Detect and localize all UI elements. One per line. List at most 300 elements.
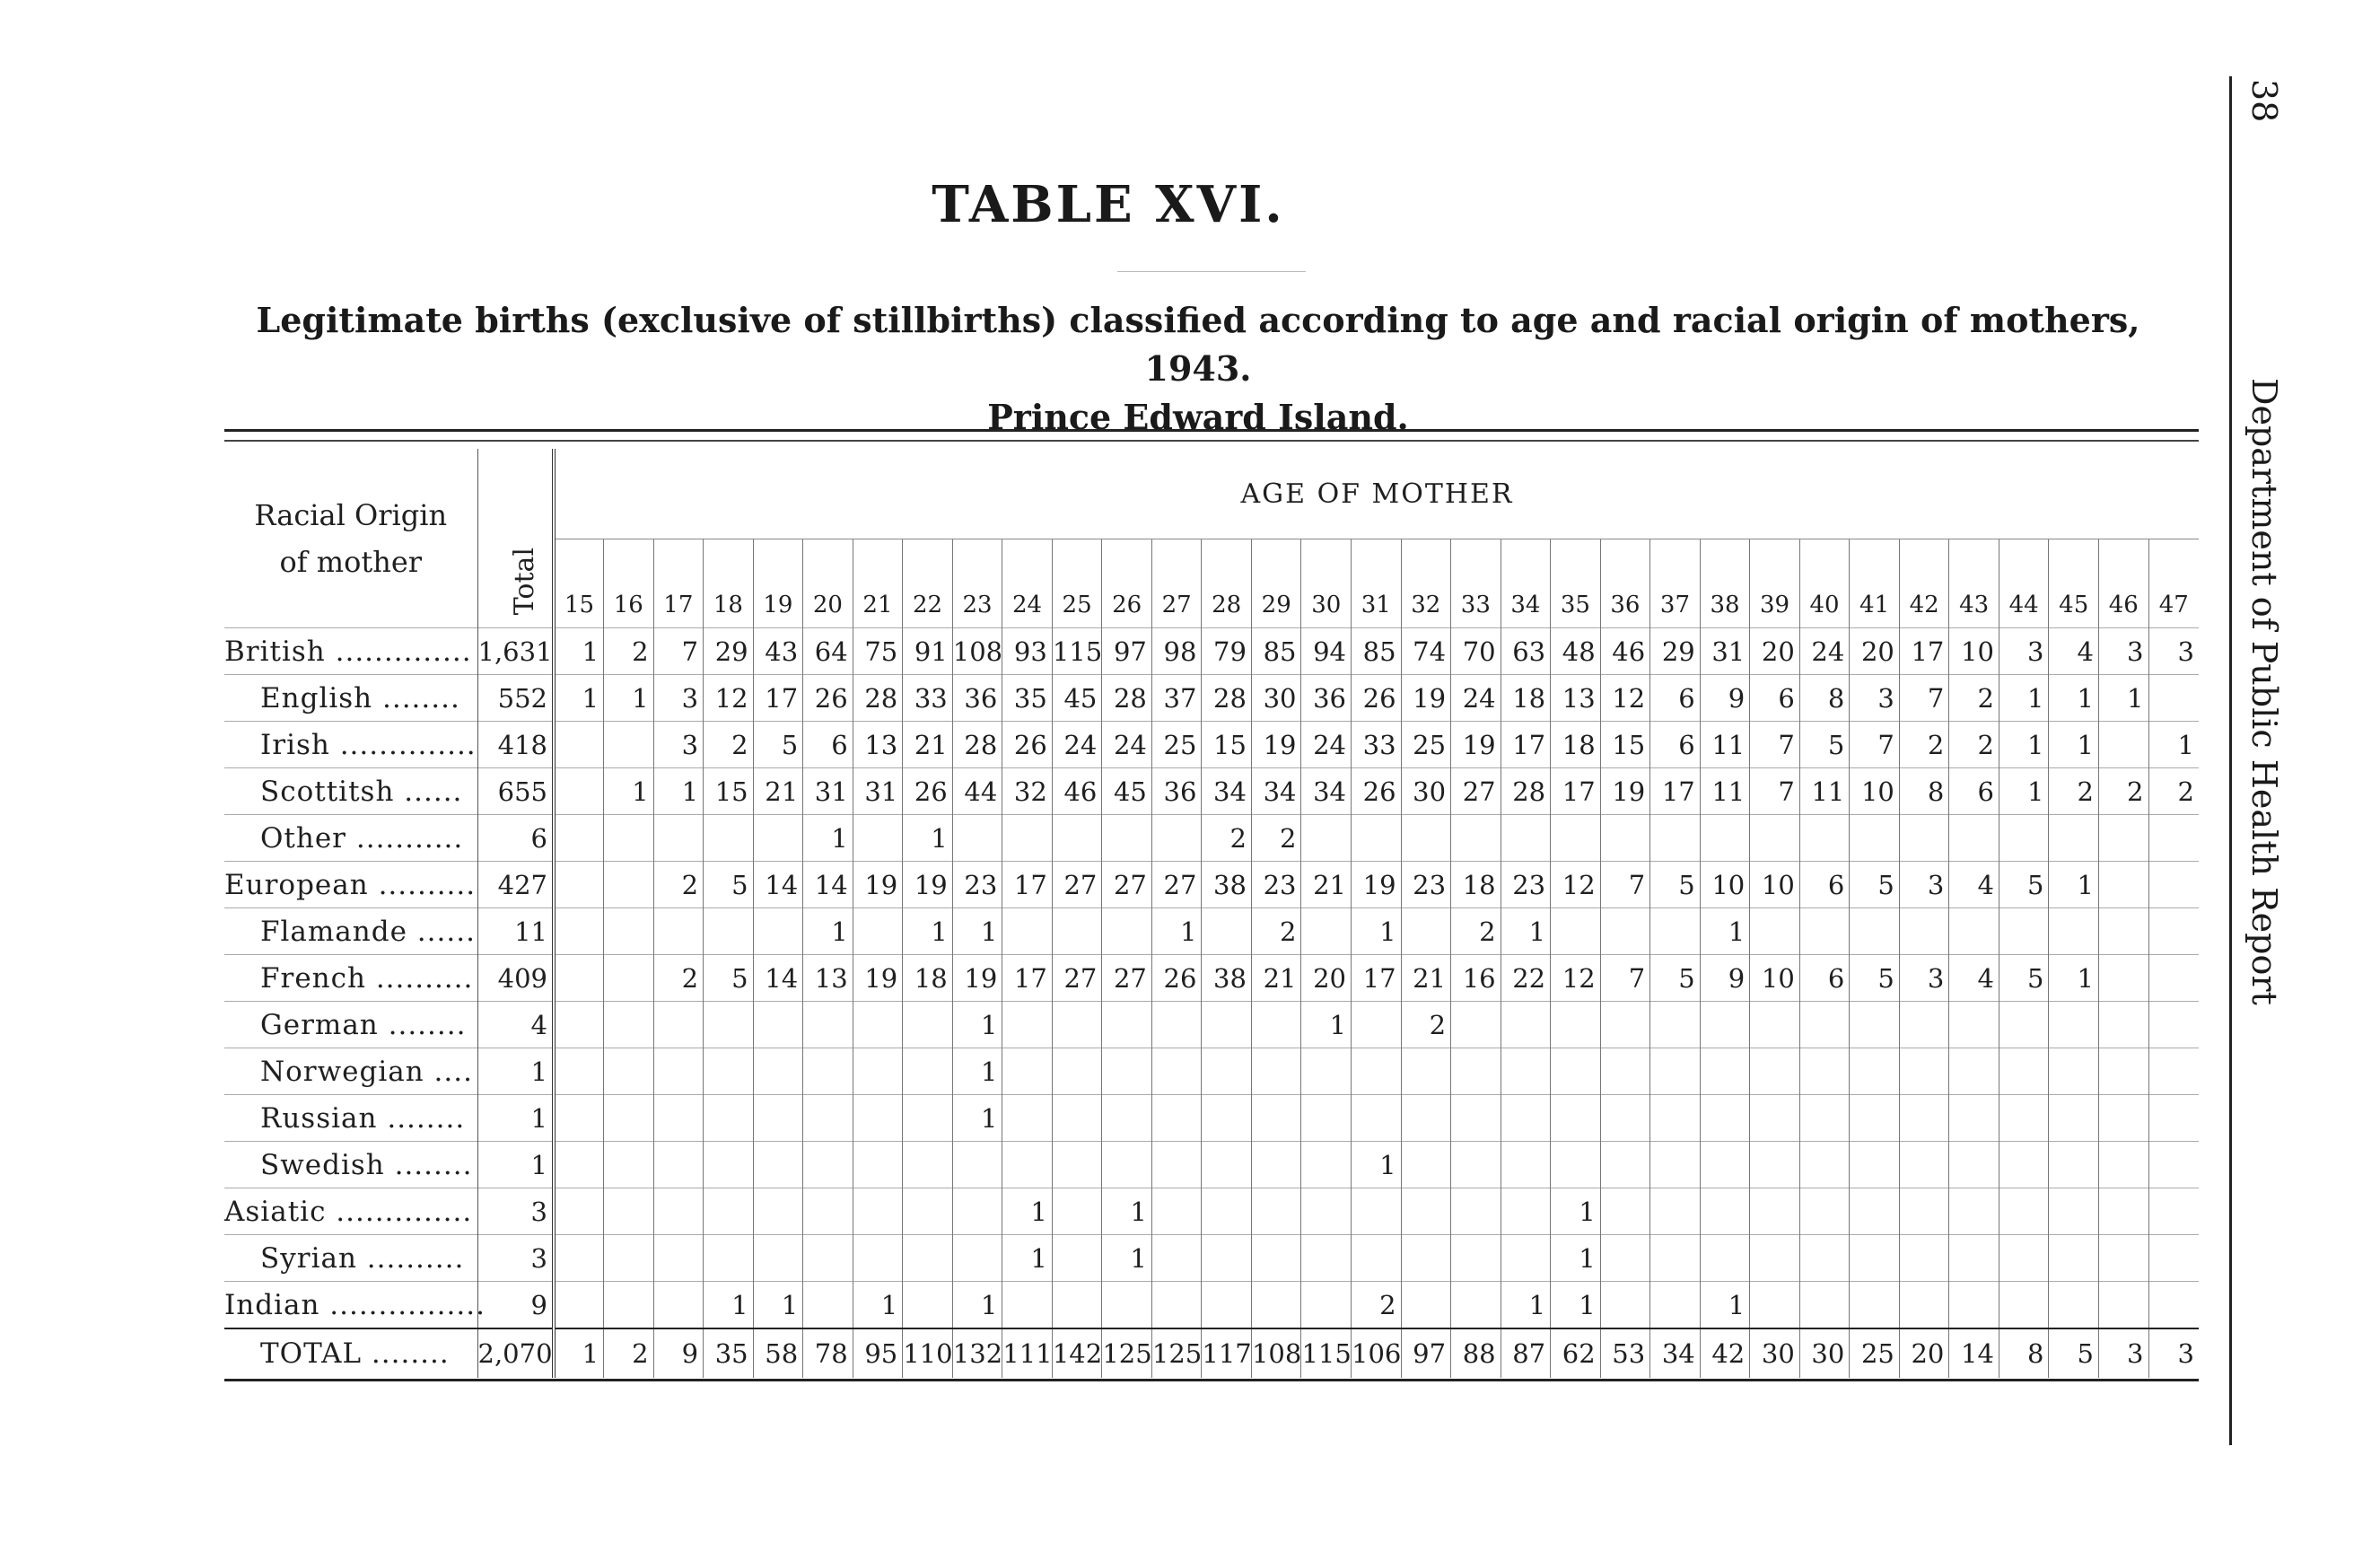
total-cell: 2,070 xyxy=(477,1328,554,1378)
age-count-cell xyxy=(1650,1235,1701,1282)
age-count-cell xyxy=(1899,1235,1949,1282)
age-count-cell: 110 xyxy=(903,1328,953,1378)
age-count-cell xyxy=(604,1095,654,1142)
age-count-cell xyxy=(1501,1235,1551,1282)
age-count-cell: 20 xyxy=(1301,955,1352,1002)
age-count-cell xyxy=(1850,908,1900,955)
age-count-cell: 7 xyxy=(653,628,704,675)
racial-origin-label: German ........ xyxy=(224,1002,477,1048)
age-count-cell xyxy=(1401,1048,1451,1095)
age-count-cell xyxy=(1600,1002,1650,1048)
age-count-cell: 21 xyxy=(903,722,953,768)
age-count-cell xyxy=(1451,1188,1501,1235)
age-count-cell: 35 xyxy=(704,1328,754,1378)
caption-line-2: Prince Edward Island. xyxy=(987,397,1409,437)
age-count-cell: 5 xyxy=(1650,862,1701,908)
age-count-cell: 19 xyxy=(853,862,903,908)
age-count-cell xyxy=(903,1095,953,1142)
age-count-cell: 98 xyxy=(1151,628,1202,675)
age-count-cell: 3 xyxy=(1899,862,1949,908)
running-header xyxy=(2217,79,2284,1120)
racial-origin-label: Flamande ...... xyxy=(224,908,477,955)
age-count-cell xyxy=(1750,1048,1800,1095)
age-column-header: 42 xyxy=(1899,539,1949,628)
age-count-cell: 1 xyxy=(952,1048,1002,1095)
age-column-header: 41 xyxy=(1850,539,1900,628)
total-cell: 9 xyxy=(477,1282,554,1329)
age-count-cell xyxy=(1999,1048,2049,1095)
age-count-cell xyxy=(2098,1235,2148,1282)
table-row xyxy=(224,628,2199,675)
age-count-cell xyxy=(1650,1002,1701,1048)
age-count-cell: 1 xyxy=(1352,908,1402,955)
age-count-cell xyxy=(1401,1095,1451,1142)
age-count-cell: 10 xyxy=(1850,768,1900,815)
age-count-cell xyxy=(653,1048,704,1095)
age-count-cell xyxy=(2049,1048,2099,1095)
racial-origin-label: French .......... xyxy=(224,955,477,1002)
age-count-cell: 2 xyxy=(653,862,704,908)
age-count-cell: 6 xyxy=(803,722,853,768)
table-row xyxy=(224,862,2199,908)
age-of-mother-header: AGE OF MOTHER xyxy=(554,449,2199,539)
age-count-cell: 2 xyxy=(653,955,704,1002)
age-count-cell: 46 xyxy=(1052,768,1102,815)
age-count-cell: 26 xyxy=(903,768,953,815)
racial-origin-header-line-1: Racial Origin xyxy=(254,497,448,532)
total-cell: 1,631 xyxy=(477,628,554,675)
age-count-cell xyxy=(2098,815,2148,862)
age-count-cell: 6 xyxy=(1799,862,1850,908)
age-count-cell: 2 xyxy=(2098,768,2148,815)
age-count-cell: 2 xyxy=(1451,908,1501,955)
age-count-cell: 10 xyxy=(1700,862,1750,908)
age-count-cell: 17 xyxy=(1002,955,1053,1002)
table-row xyxy=(224,1282,2199,1329)
age-count-cell xyxy=(1949,1048,1999,1095)
age-count-cell xyxy=(1102,1048,1152,1095)
age-count-cell xyxy=(1899,908,1949,955)
age-count-cell xyxy=(1301,1142,1352,1188)
age-count-cell xyxy=(853,815,903,862)
age-count-cell xyxy=(704,1002,754,1048)
age-count-cell xyxy=(604,722,654,768)
age-count-cell: 6 xyxy=(1949,768,1999,815)
age-count-cell: 58 xyxy=(753,1328,803,1378)
age-count-cell xyxy=(1002,1142,1053,1188)
age-count-cell xyxy=(753,908,803,955)
age-count-cell xyxy=(2148,955,2199,1002)
age-count-cell: 95 xyxy=(853,1328,903,1378)
total-cell: 6 xyxy=(477,815,554,862)
table-row xyxy=(224,722,2199,768)
age-count-cell: 2 xyxy=(1899,722,1949,768)
age-count-cell: 3 xyxy=(653,675,704,722)
age-count-cell: 79 xyxy=(1202,628,1252,675)
age-count-cell xyxy=(1451,1048,1501,1095)
age-count-cell xyxy=(1151,1095,1202,1142)
age-count-cell xyxy=(1799,1282,1850,1329)
age-count-cell xyxy=(1151,1048,1202,1095)
age-count-cell: 33 xyxy=(1352,722,1402,768)
age-count-cell xyxy=(1949,1142,1999,1188)
age-count-cell xyxy=(704,815,754,862)
age-count-cell xyxy=(653,1235,704,1282)
age-count-cell xyxy=(903,1235,953,1282)
age-count-cell xyxy=(554,1095,604,1142)
age-count-cell: 1 xyxy=(554,675,604,722)
age-count-cell xyxy=(1501,1048,1551,1095)
table-bottom-rule xyxy=(224,1379,2199,1381)
age-count-cell xyxy=(1750,908,1800,955)
age-count-cell xyxy=(1850,1048,1900,1095)
age-count-cell xyxy=(1352,1002,1402,1048)
age-count-cell xyxy=(1352,1095,1402,1142)
racial-origin-label: Swedish ........ xyxy=(224,1142,477,1188)
births-table xyxy=(224,449,2199,1378)
age-count-cell: 2 xyxy=(1949,722,1999,768)
age-column-header: 17 xyxy=(653,539,704,628)
total-cell: 552 xyxy=(477,675,554,722)
age-count-cell: 5 xyxy=(1999,955,2049,1002)
age-count-cell: 21 xyxy=(1251,955,1301,1002)
age-count-cell xyxy=(1102,1095,1152,1142)
age-count-cell xyxy=(1202,1235,1252,1282)
age-count-cell xyxy=(1700,1142,1750,1188)
age-count-cell: 18 xyxy=(1551,722,1601,768)
age-count-cell xyxy=(853,1142,903,1188)
table-row xyxy=(224,1048,2199,1095)
age-count-cell: 14 xyxy=(753,955,803,1002)
age-count-cell: 5 xyxy=(1850,955,1900,1002)
table-row xyxy=(224,1235,2199,1282)
total-cell: 418 xyxy=(477,722,554,768)
age-count-cell xyxy=(803,1142,853,1188)
age-count-cell xyxy=(1301,815,1352,862)
age-count-cell xyxy=(1052,908,1102,955)
age-count-cell xyxy=(704,908,754,955)
age-count-cell xyxy=(1700,1235,1750,1282)
age-count-cell xyxy=(2098,1095,2148,1142)
age-count-cell xyxy=(1251,1188,1301,1235)
age-count-cell xyxy=(803,1095,853,1142)
age-count-cell xyxy=(1202,908,1252,955)
age-count-cell: 2 xyxy=(1949,675,1999,722)
age-count-cell: 45 xyxy=(1102,768,1152,815)
age-column-header: 26 xyxy=(1102,539,1152,628)
age-count-cell xyxy=(2098,722,2148,768)
age-count-cell xyxy=(1850,1142,1900,1188)
age-count-cell xyxy=(1650,1142,1701,1188)
age-count-cell: 31 xyxy=(853,768,903,815)
age-count-cell: 1 xyxy=(2148,722,2199,768)
age-count-cell: 1 xyxy=(554,628,604,675)
age-count-cell: 36 xyxy=(1301,675,1352,722)
table-header xyxy=(224,449,2199,628)
age-count-cell: 70 xyxy=(1451,628,1501,675)
age-count-cell xyxy=(1799,908,1850,955)
age-count-cell: 23 xyxy=(1251,862,1301,908)
age-count-cell: 8 xyxy=(1799,675,1850,722)
age-count-cell xyxy=(653,908,704,955)
age-count-cell: 10 xyxy=(1750,955,1800,1002)
age-count-cell xyxy=(1301,1188,1352,1235)
age-count-cell xyxy=(2049,1188,2099,1235)
age-count-cell xyxy=(2148,862,2199,908)
age-count-cell: 26 xyxy=(803,675,853,722)
age-count-cell xyxy=(1650,815,1701,862)
age-count-cell: 1 xyxy=(1700,908,1750,955)
age-count-cell xyxy=(1750,1235,1800,1282)
age-count-cell xyxy=(1202,1095,1252,1142)
age-count-cell xyxy=(1451,1002,1501,1048)
age-count-cell xyxy=(2148,1282,2199,1329)
age-count-cell xyxy=(704,1142,754,1188)
age-count-cell: 29 xyxy=(1650,628,1701,675)
age-count-cell: 75 xyxy=(853,628,903,675)
age-count-cell xyxy=(2049,908,2099,955)
age-count-cell: 23 xyxy=(1501,862,1551,908)
age-column-header: 33 xyxy=(1451,539,1501,628)
age-count-cell: 1 xyxy=(704,1282,754,1329)
age-count-cell: 1 xyxy=(1501,1282,1551,1329)
age-count-cell: 1 xyxy=(952,1095,1002,1142)
age-count-cell: 30 xyxy=(1401,768,1451,815)
age-count-cell xyxy=(1501,1002,1551,1048)
age-count-cell xyxy=(803,1235,853,1282)
age-count-cell xyxy=(1301,1095,1352,1142)
age-count-cell xyxy=(1251,1282,1301,1329)
racial-origin-label: Syrian .......... xyxy=(224,1235,477,1282)
age-count-cell xyxy=(2049,1002,2099,1048)
age-count-cell xyxy=(1002,1095,1053,1142)
age-count-cell xyxy=(1850,1235,1900,1282)
age-count-cell: 11 xyxy=(1700,768,1750,815)
age-count-cell: 53 xyxy=(1600,1328,1650,1378)
age-count-cell: 19 xyxy=(1451,722,1501,768)
age-count-cell xyxy=(903,1048,953,1095)
age-count-cell xyxy=(2049,1095,2099,1142)
racial-origin-header-line-2: of mother xyxy=(279,544,423,579)
age-count-cell: 1 xyxy=(1002,1235,1053,1282)
age-count-cell xyxy=(1102,1282,1152,1329)
table-title: TABLE XVI. xyxy=(932,175,1285,234)
age-count-cell xyxy=(1052,815,1102,862)
age-count-cell: 37 xyxy=(1151,675,1202,722)
age-count-cell: 108 xyxy=(952,628,1002,675)
age-count-cell: 9 xyxy=(1700,955,1750,1002)
age-count-cell: 24 xyxy=(1451,675,1501,722)
age-count-cell xyxy=(1451,1235,1501,1282)
age-count-cell xyxy=(1551,1002,1601,1048)
age-count-cell: 1 xyxy=(1102,1188,1152,1235)
age-count-cell xyxy=(1251,1235,1301,1282)
age-count-cell xyxy=(704,1188,754,1235)
age-count-cell: 34 xyxy=(1251,768,1301,815)
age-count-cell xyxy=(1949,908,1999,955)
age-count-cell xyxy=(1251,1095,1301,1142)
age-count-cell: 36 xyxy=(952,675,1002,722)
age-count-cell xyxy=(1750,1002,1800,1048)
age-count-cell: 21 xyxy=(1301,862,1352,908)
age-count-cell xyxy=(1251,1142,1301,1188)
age-count-cell: 27 xyxy=(1102,862,1152,908)
table-top-rule-inner xyxy=(224,440,2199,442)
age-count-cell: 19 xyxy=(1600,768,1650,815)
age-count-cell xyxy=(2098,1142,2148,1188)
age-count-cell xyxy=(753,1235,803,1282)
age-count-cell: 17 xyxy=(1002,862,1053,908)
age-count-cell xyxy=(1401,1142,1451,1188)
age-count-cell xyxy=(1899,1095,1949,1142)
age-count-cell: 87 xyxy=(1501,1328,1551,1378)
age-count-cell xyxy=(2098,1048,2148,1095)
age-count-cell: 23 xyxy=(952,862,1002,908)
age-column-header: 46 xyxy=(2098,539,2148,628)
age-count-cell: 8 xyxy=(1999,1328,2049,1378)
age-count-cell xyxy=(853,1188,903,1235)
age-count-cell: 17 xyxy=(1501,722,1551,768)
age-count-cell xyxy=(653,1002,704,1048)
age-count-cell xyxy=(1251,1002,1301,1048)
age-count-cell xyxy=(1850,1282,1900,1329)
age-column-header: 44 xyxy=(1999,539,2049,628)
age-count-cell: 93 xyxy=(1002,628,1053,675)
age-count-cell xyxy=(1850,815,1900,862)
total-cell: 4 xyxy=(477,1002,554,1048)
age-count-cell: 17 xyxy=(1352,955,1402,1002)
age-count-cell: 17 xyxy=(1899,628,1949,675)
age-count-cell xyxy=(1301,908,1352,955)
age-count-cell: 17 xyxy=(753,675,803,722)
age-count-cell xyxy=(903,1188,953,1235)
age-count-cell xyxy=(1650,908,1701,955)
total-cell: 11 xyxy=(477,908,554,955)
age-count-cell xyxy=(1600,1095,1650,1142)
age-count-cell: 48 xyxy=(1551,628,1601,675)
age-count-cell: 30 xyxy=(1750,1328,1800,1378)
total-cell: 3 xyxy=(477,1188,554,1235)
age-count-cell: 1 xyxy=(604,768,654,815)
age-count-cell: 42 xyxy=(1700,1328,1750,1378)
age-count-cell: 108 xyxy=(1251,1328,1301,1378)
age-count-cell xyxy=(1750,1282,1800,1329)
age-column-header: 40 xyxy=(1799,539,1850,628)
age-count-cell xyxy=(1700,1095,1750,1142)
age-count-cell xyxy=(1451,1142,1501,1188)
age-count-cell: 33 xyxy=(903,675,953,722)
age-count-cell xyxy=(903,1282,953,1329)
age-column-header: 31 xyxy=(1352,539,1402,628)
age-count-cell: 1 xyxy=(1999,768,2049,815)
age-count-cell: 6 xyxy=(1799,955,1850,1002)
table-row xyxy=(224,1002,2199,1048)
age-count-cell xyxy=(853,1002,903,1048)
age-column-header: 22 xyxy=(903,539,953,628)
age-count-cell xyxy=(1949,1282,1999,1329)
age-count-cell: 21 xyxy=(1401,955,1451,1002)
age-count-cell: 8 xyxy=(1899,768,1949,815)
age-count-cell: 20 xyxy=(1850,628,1900,675)
racial-origin-label: Other ........... xyxy=(224,815,477,862)
age-count-cell: 1 xyxy=(1551,1235,1601,1282)
age-column-header: 15 xyxy=(554,539,604,628)
age-count-cell xyxy=(1850,1188,1900,1235)
table-row xyxy=(224,768,2199,815)
age-count-cell: 38 xyxy=(1202,955,1252,1002)
table-body xyxy=(224,628,2199,1379)
age-count-cell xyxy=(653,1142,704,1188)
age-count-cell xyxy=(554,1282,604,1329)
age-count-cell xyxy=(903,1142,953,1188)
age-count-cell xyxy=(753,1048,803,1095)
age-count-cell: 18 xyxy=(1501,675,1551,722)
age-count-cell xyxy=(1799,1095,1850,1142)
age-count-cell xyxy=(1600,1282,1650,1329)
age-count-cell xyxy=(1999,1142,2049,1188)
age-count-cell xyxy=(704,1048,754,1095)
age-count-cell xyxy=(1949,815,1999,862)
age-count-cell xyxy=(1650,1282,1701,1329)
age-count-cell: 2 xyxy=(1352,1282,1402,1329)
age-count-cell xyxy=(1202,1188,1252,1235)
age-count-cell xyxy=(853,1235,903,1282)
age-count-cell xyxy=(1301,1282,1352,1329)
racial-origin-label: Asiatic .............. xyxy=(224,1188,477,1235)
racial-origin-label: TOTAL ........ xyxy=(224,1328,477,1378)
age-count-cell xyxy=(1551,815,1601,862)
age-count-cell xyxy=(554,1188,604,1235)
age-count-cell xyxy=(952,1142,1002,1188)
age-count-cell: 25 xyxy=(1401,722,1451,768)
age-count-cell: 5 xyxy=(753,722,803,768)
age-count-cell: 24 xyxy=(1301,722,1352,768)
age-column-header: 16 xyxy=(604,539,654,628)
age-column-header: 34 xyxy=(1501,539,1551,628)
age-count-cell: 4 xyxy=(1949,862,1999,908)
age-count-cell: 2 xyxy=(1202,815,1252,862)
age-count-cell: 11 xyxy=(1799,768,1850,815)
table-row xyxy=(224,675,2199,722)
age-count-cell xyxy=(1600,1142,1650,1188)
age-count-cell xyxy=(653,1282,704,1329)
racial-origin-label: Russian ........ xyxy=(224,1095,477,1142)
age-count-cell: 28 xyxy=(1202,675,1252,722)
age-count-cell xyxy=(1700,815,1750,862)
age-count-cell: 88 xyxy=(1451,1328,1501,1378)
age-column-header: 37 xyxy=(1650,539,1701,628)
age-count-cell xyxy=(1401,908,1451,955)
age-count-cell xyxy=(1301,1048,1352,1095)
age-column-header: 29 xyxy=(1251,539,1301,628)
age-count-cell: 28 xyxy=(952,722,1002,768)
age-count-cell xyxy=(1451,1282,1501,1329)
age-count-cell xyxy=(1202,1048,1252,1095)
age-count-cell: 7 xyxy=(1850,722,1900,768)
age-count-cell: 34 xyxy=(1301,768,1352,815)
table-row xyxy=(224,1142,2199,1188)
age-count-cell xyxy=(1600,1235,1650,1282)
age-count-cell: 64 xyxy=(803,628,853,675)
age-count-cell xyxy=(903,1002,953,1048)
age-count-cell: 32 xyxy=(1002,768,1053,815)
age-count-cell: 5 xyxy=(1999,862,2049,908)
age-count-cell xyxy=(554,955,604,1002)
racial-origin-label: British .............. xyxy=(224,628,477,675)
age-count-cell xyxy=(1899,1142,1949,1188)
age-count-cell: 2 xyxy=(2049,768,2099,815)
age-count-cell: 43 xyxy=(753,628,803,675)
